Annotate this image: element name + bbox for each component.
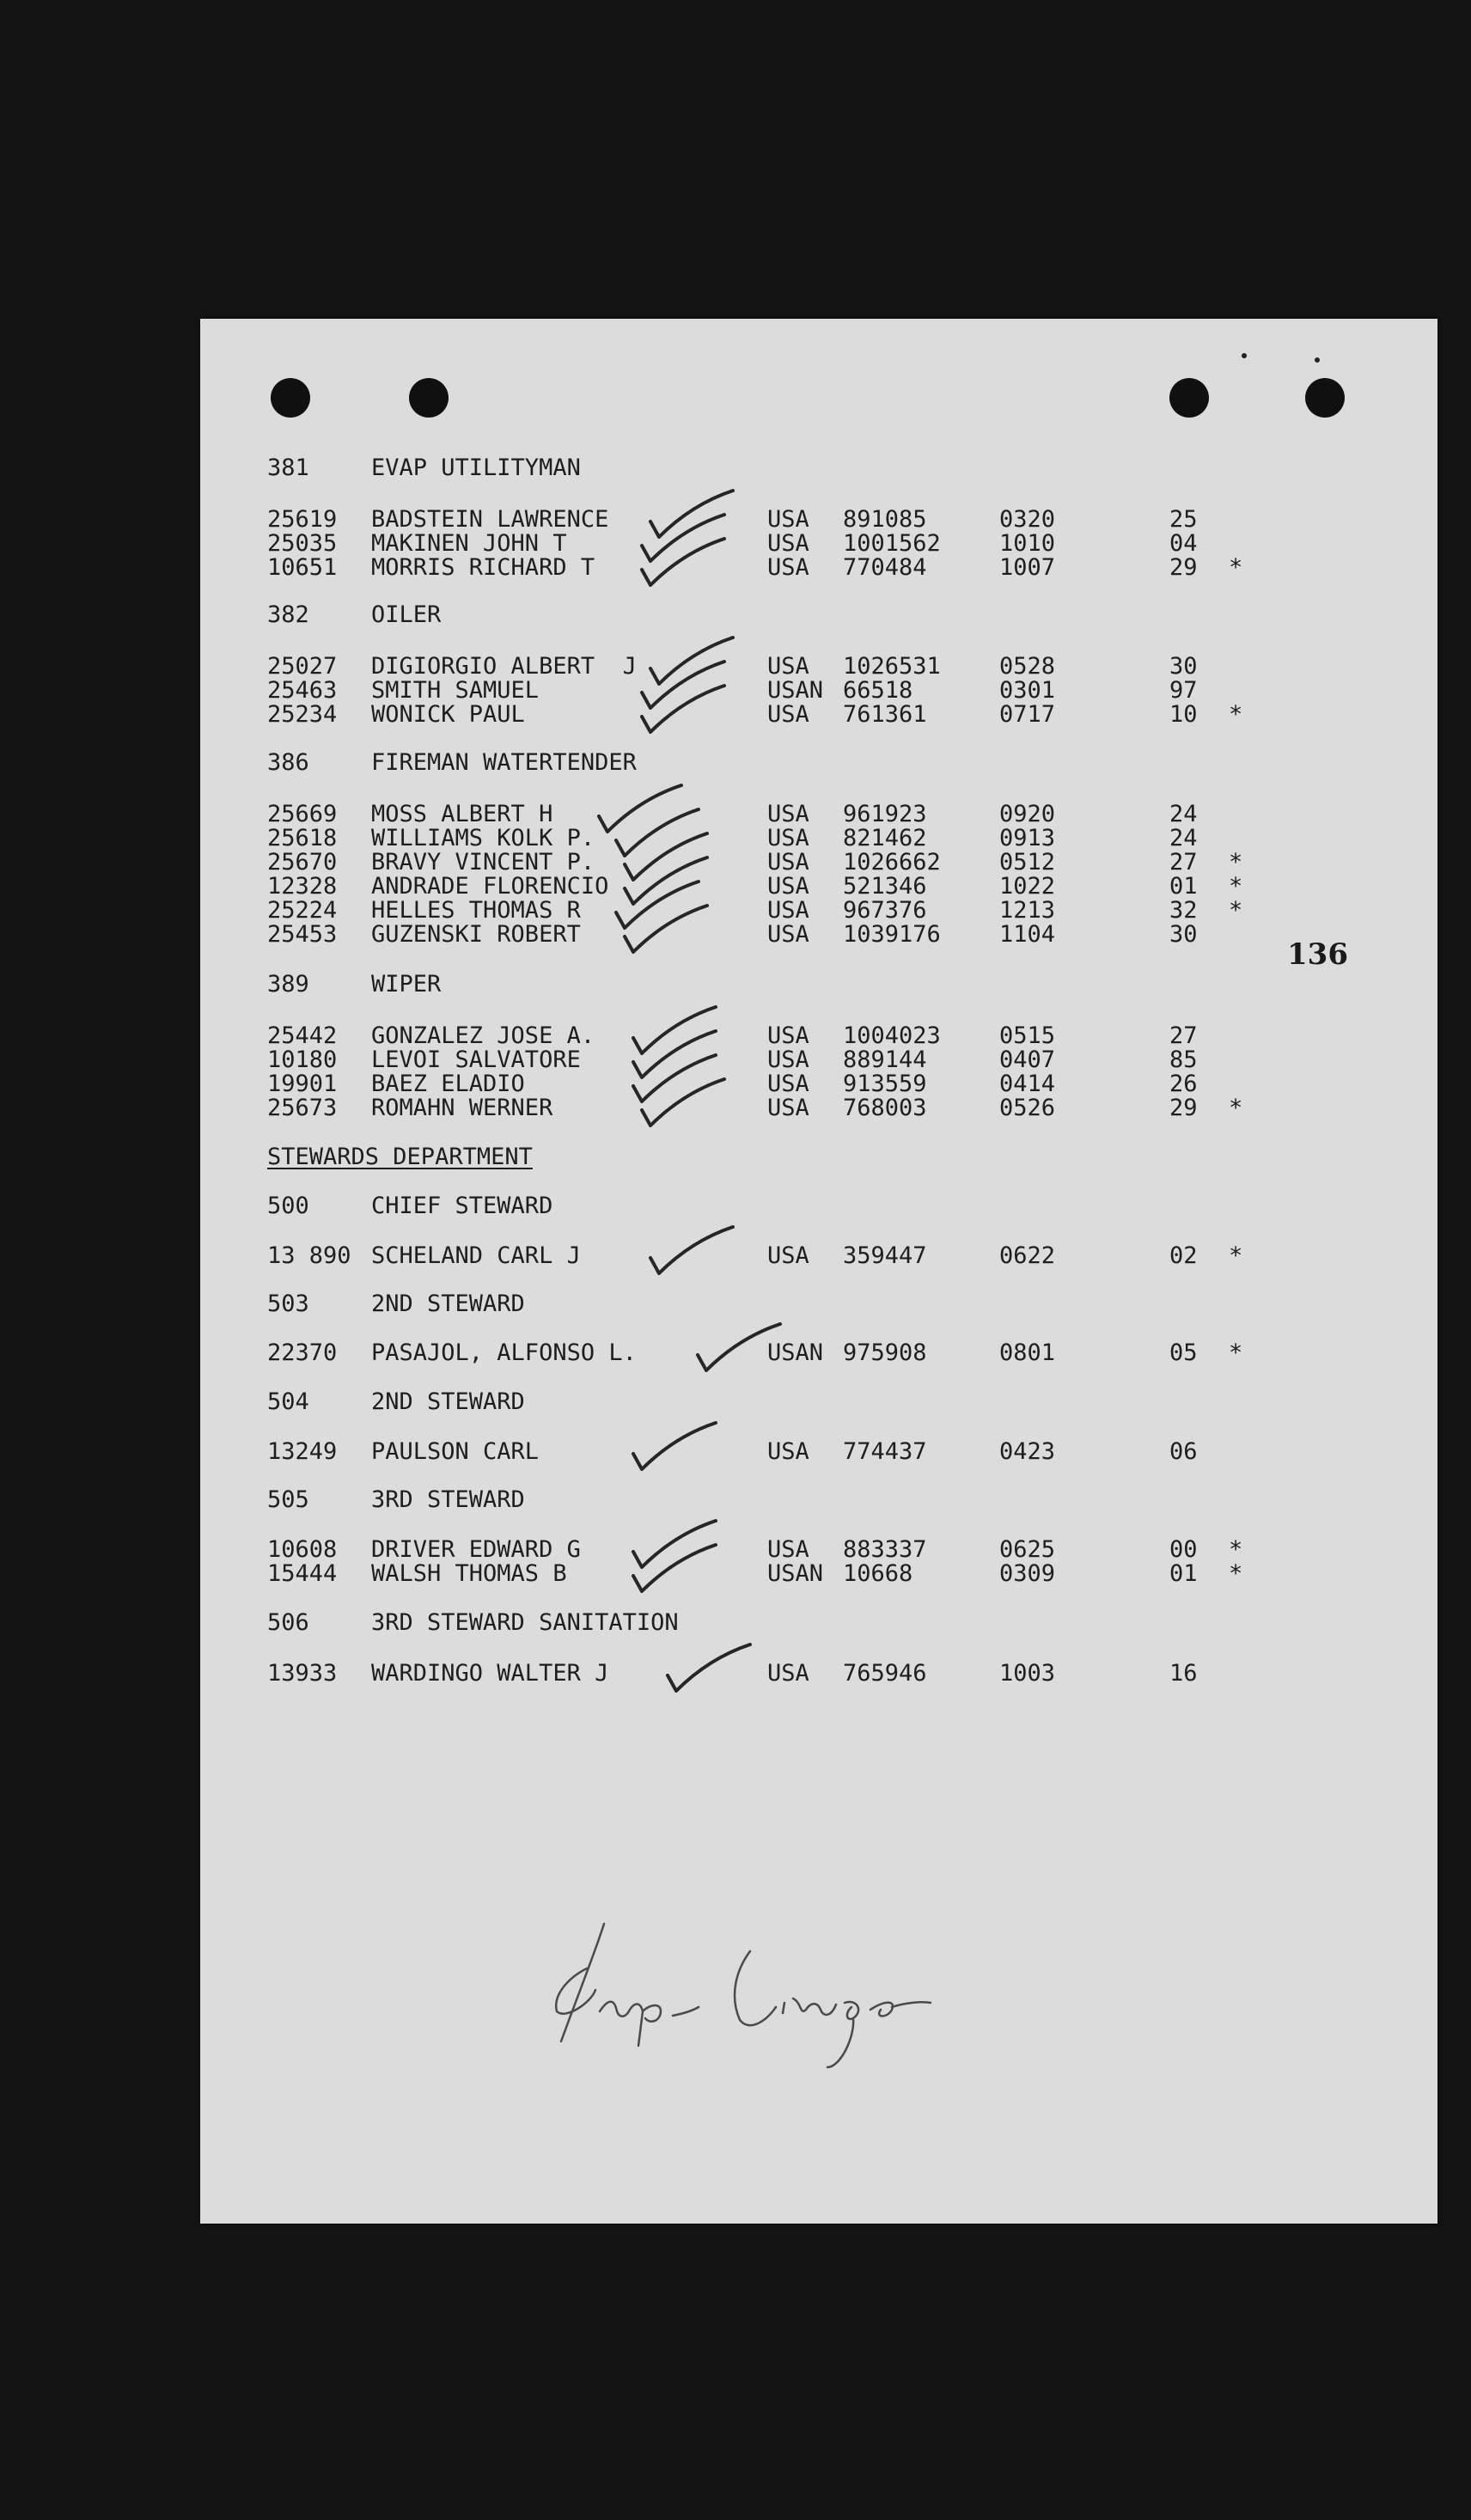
checkmark-icon	[638, 537, 733, 589]
crew-number: 25669	[267, 801, 338, 827]
value-code: 02	[1169, 1242, 1198, 1269]
nationality: USA	[767, 921, 809, 948]
value-code: 32	[1169, 897, 1198, 924]
asterisk-mark: *	[1229, 1536, 1243, 1563]
document-number: 961923	[843, 801, 927, 827]
asterisk-mark: *	[1229, 554, 1243, 581]
date-code: 0801	[999, 1339, 1056, 1366]
crew-name: MAKINEN JOHN T	[371, 530, 567, 557]
nationality: USA	[767, 653, 809, 680]
crew-name: BAEZ ELADIO	[371, 1071, 525, 1097]
value-code: 10	[1169, 701, 1198, 728]
date-code: 1003	[999, 1660, 1056, 1687]
crew-number: 25619	[267, 506, 338, 533]
document-number: 913559	[843, 1071, 927, 1097]
value-code: 05	[1169, 1339, 1198, 1366]
document-number: 1004023	[843, 1022, 941, 1049]
crew-name: PASAJOL, ALFONSO L.	[371, 1339, 637, 1366]
checkmark-icon	[638, 1077, 733, 1129]
value-code: 27	[1169, 849, 1198, 876]
date-code: 1010	[999, 530, 1056, 557]
nationality: USA	[767, 1071, 809, 1097]
signature	[544, 1917, 939, 2072]
nationality: USA	[767, 1022, 809, 1049]
crew-name: DIGIORGIO ALBERT J	[371, 653, 637, 680]
crew-number: 10608	[267, 1536, 338, 1563]
crew-number: 10651	[267, 554, 338, 581]
crew-number: 12328	[267, 873, 338, 900]
document-number: 761361	[843, 701, 927, 728]
value-code: 29	[1169, 1095, 1198, 1121]
crew-row	[200, 1438, 1437, 1466]
crew-name: DRIVER EDWARD G	[371, 1536, 581, 1563]
crew-number: 25224	[267, 897, 338, 924]
crew-name: SMITH SAMUEL	[371, 677, 540, 704]
nationality: USA	[767, 554, 809, 581]
checkmark-icon	[694, 1322, 789, 1374]
date-code: 1104	[999, 921, 1056, 948]
asterisk-mark: *	[1229, 1242, 1243, 1269]
crew-row	[200, 1660, 1437, 1687]
date-code: 0407	[999, 1046, 1056, 1073]
document-number: 521346	[843, 873, 927, 900]
document-number: 889144	[843, 1046, 927, 1073]
speck	[1315, 357, 1320, 363]
nationality: USA	[767, 1438, 809, 1465]
section-title: 2ND STEWARD	[371, 1388, 525, 1415]
checkmark-icon	[664, 1643, 759, 1694]
crew-number: 25234	[267, 701, 338, 728]
document-number: 359447	[843, 1242, 927, 1269]
section-code: 506	[267, 1609, 309, 1636]
crew-number: 25453	[267, 921, 338, 948]
date-code: 0515	[999, 1022, 1056, 1049]
crew-name: SCHELAND CARL J	[371, 1242, 581, 1269]
nationality: USA	[767, 801, 809, 827]
section-title: 2ND STEWARD	[371, 1291, 525, 1317]
section-heading	[200, 1388, 1437, 1416]
crew-name: WALSH THOMAS B	[371, 1560, 567, 1587]
section-title: CHIEF STEWARD	[371, 1193, 553, 1219]
value-code: 16	[1169, 1660, 1198, 1687]
punch-hole	[1169, 378, 1209, 418]
date-code: 0320	[999, 506, 1056, 533]
document-number: 10668	[843, 1560, 913, 1587]
crew-number: 25463	[267, 677, 338, 704]
nationality: USA	[767, 701, 809, 728]
section-title: WIPER	[371, 971, 442, 998]
punch-hole	[409, 378, 449, 418]
document-number: 1026531	[843, 653, 941, 680]
crew-number: 25673	[267, 1095, 338, 1121]
crew-row	[200, 701, 1437, 729]
section-code: 386	[267, 749, 309, 776]
crew-number: 25027	[267, 653, 338, 680]
crew-name: MORRIS RICHARD T	[371, 554, 595, 581]
section-heading	[200, 1486, 1437, 1514]
nationality: USAN	[767, 677, 824, 704]
value-code: 30	[1169, 921, 1198, 948]
crew-name: LEVOI SALVATORE	[371, 1046, 581, 1073]
nationality: USA	[767, 825, 809, 851]
section-heading	[200, 1193, 1437, 1220]
document-number: 66518	[843, 677, 913, 704]
section-title: 3RD STEWARD	[371, 1486, 525, 1513]
section-title: OILER	[371, 601, 442, 628]
value-code: 27	[1169, 1022, 1198, 1049]
page-number: 136	[1287, 937, 1348, 972]
crew-name: HELLES THOMAS R	[371, 897, 581, 924]
nationality: USAN	[767, 1339, 824, 1366]
document-number: 768003	[843, 1095, 927, 1121]
crew-name: ANDRADE FLORENCIO	[371, 873, 609, 900]
document-number: 975908	[843, 1339, 927, 1366]
section-heading	[200, 1609, 1437, 1637]
asterisk-mark: *	[1229, 849, 1243, 876]
nationality: USAN	[767, 1560, 824, 1587]
asterisk-mark: *	[1229, 873, 1243, 900]
document-number: 967376	[843, 897, 927, 924]
section-code: 381	[267, 455, 309, 481]
date-code: 0913	[999, 825, 1056, 851]
nationality: USA	[767, 506, 809, 533]
value-code: 30	[1169, 653, 1198, 680]
crew-row	[200, 1095, 1437, 1122]
value-code: 04	[1169, 530, 1198, 557]
crew-number: 25670	[267, 849, 338, 876]
checkmark-icon	[630, 1421, 724, 1473]
crew-number: 22370	[267, 1339, 338, 1366]
document-number: 883337	[843, 1536, 927, 1563]
value-code: 24	[1169, 801, 1198, 827]
nationality: USA	[767, 1046, 809, 1073]
date-code: 0528	[999, 653, 1056, 680]
checkmark-icon	[621, 904, 716, 955]
value-code: 25	[1169, 506, 1198, 533]
document-number: 770484	[843, 554, 927, 581]
speck	[1242, 353, 1247, 358]
crew-number: 25442	[267, 1022, 338, 1049]
crew-name: WONICK PAUL	[371, 701, 525, 728]
document-number: 1039176	[843, 921, 941, 948]
document-number: 1026662	[843, 849, 941, 876]
nationality: USA	[767, 1536, 809, 1563]
date-code: 0622	[999, 1242, 1056, 1269]
date-code: 0625	[999, 1536, 1056, 1563]
crew-name: BADSTEIN LAWRENCE	[371, 506, 609, 533]
date-code: 0512	[999, 849, 1056, 876]
date-code: 1213	[999, 897, 1056, 924]
nationality: USA	[767, 1660, 809, 1687]
value-code: 85	[1169, 1046, 1198, 1073]
crew-number: 25035	[267, 530, 338, 557]
checkmark-icon	[647, 1225, 742, 1277]
crew-row	[200, 554, 1437, 582]
value-code: 01	[1169, 1560, 1198, 1587]
section-title: FIREMAN WATERTENDER	[371, 749, 637, 776]
crew-number: 25618	[267, 825, 338, 851]
section-code: 389	[267, 971, 309, 998]
crew-name: GONZALEZ JOSE A.	[371, 1022, 595, 1049]
section-code: 505	[267, 1486, 309, 1513]
asterisk-mark: *	[1229, 897, 1243, 924]
section-code: 382	[267, 601, 309, 628]
crew-row	[200, 921, 1437, 949]
crew-name: GUZENSKI ROBERT	[371, 921, 581, 948]
date-code: 1022	[999, 873, 1056, 900]
date-code: 0423	[999, 1438, 1056, 1465]
asterisk-mark: *	[1229, 1560, 1243, 1587]
crew-name: WARDINGO WALTER J	[371, 1660, 609, 1687]
date-code: 0526	[999, 1095, 1056, 1121]
nationality: USA	[767, 530, 809, 557]
crew-number: 13249	[267, 1438, 338, 1465]
punch-hole	[271, 378, 310, 418]
document-number: 765946	[843, 1660, 927, 1687]
value-code: 06	[1169, 1438, 1198, 1465]
document-page	[200, 319, 1437, 2224]
crew-name: WILLIAMS KOLK P.	[371, 825, 595, 851]
value-code: 97	[1169, 677, 1198, 704]
crew-name: ROMAHN WERNER	[371, 1095, 553, 1121]
nationality: USA	[767, 1242, 809, 1269]
date-code: 0414	[999, 1071, 1056, 1097]
section-code: 503	[267, 1291, 309, 1317]
punch-hole	[1305, 378, 1345, 418]
crew-number: 10180	[267, 1046, 338, 1073]
asterisk-mark: *	[1229, 1339, 1243, 1366]
crew-number: 19901	[267, 1071, 338, 1097]
department-title: STEWARDS DEPARTMENT	[267, 1144, 533, 1170]
crew-row	[200, 1339, 1437, 1367]
department-header	[200, 1144, 1437, 1171]
value-code: 24	[1169, 825, 1198, 851]
date-code: 0301	[999, 677, 1056, 704]
crew-name: BRAVY VINCENT P.	[371, 849, 595, 876]
document-number: 821462	[843, 825, 927, 851]
value-code: 29	[1169, 554, 1198, 581]
asterisk-mark: *	[1229, 1095, 1243, 1121]
document-number: 891085	[843, 506, 927, 533]
date-code: 0920	[999, 801, 1056, 827]
section-heading	[200, 749, 1437, 777]
section-heading	[200, 971, 1437, 998]
crew-name: PAULSON CARL	[371, 1438, 540, 1465]
section-title: 3RD STEWARD SANITATION	[371, 1609, 679, 1636]
date-code: 0717	[999, 701, 1056, 728]
nationality: USA	[767, 1095, 809, 1121]
document-number: 774437	[843, 1438, 927, 1465]
nationality: USA	[767, 849, 809, 876]
crew-number: 13933	[267, 1660, 338, 1687]
checkmark-icon	[630, 1543, 724, 1595]
section-heading	[200, 601, 1437, 629]
nationality: USA	[767, 897, 809, 924]
crew-number: 13 890	[267, 1242, 351, 1269]
asterisk-mark: *	[1229, 701, 1243, 728]
section-heading	[200, 455, 1437, 482]
value-code: 26	[1169, 1071, 1198, 1097]
document-number: 1001562	[843, 530, 941, 557]
crew-name: MOSS ALBERT H	[371, 801, 553, 827]
checkmark-icon	[638, 684, 733, 735]
section-title: EVAP UTILITYMAN	[371, 455, 581, 481]
section-code: 500	[267, 1193, 309, 1219]
crew-number: 15444	[267, 1560, 338, 1587]
nationality: USA	[767, 873, 809, 900]
value-code: 00	[1169, 1536, 1198, 1563]
crew-row	[200, 1560, 1437, 1588]
crew-row	[200, 1242, 1437, 1270]
date-code: 0309	[999, 1560, 1056, 1587]
value-code: 01	[1169, 873, 1198, 900]
date-code: 1007	[999, 554, 1056, 581]
section-heading	[200, 1291, 1437, 1318]
section-code: 504	[267, 1388, 309, 1415]
